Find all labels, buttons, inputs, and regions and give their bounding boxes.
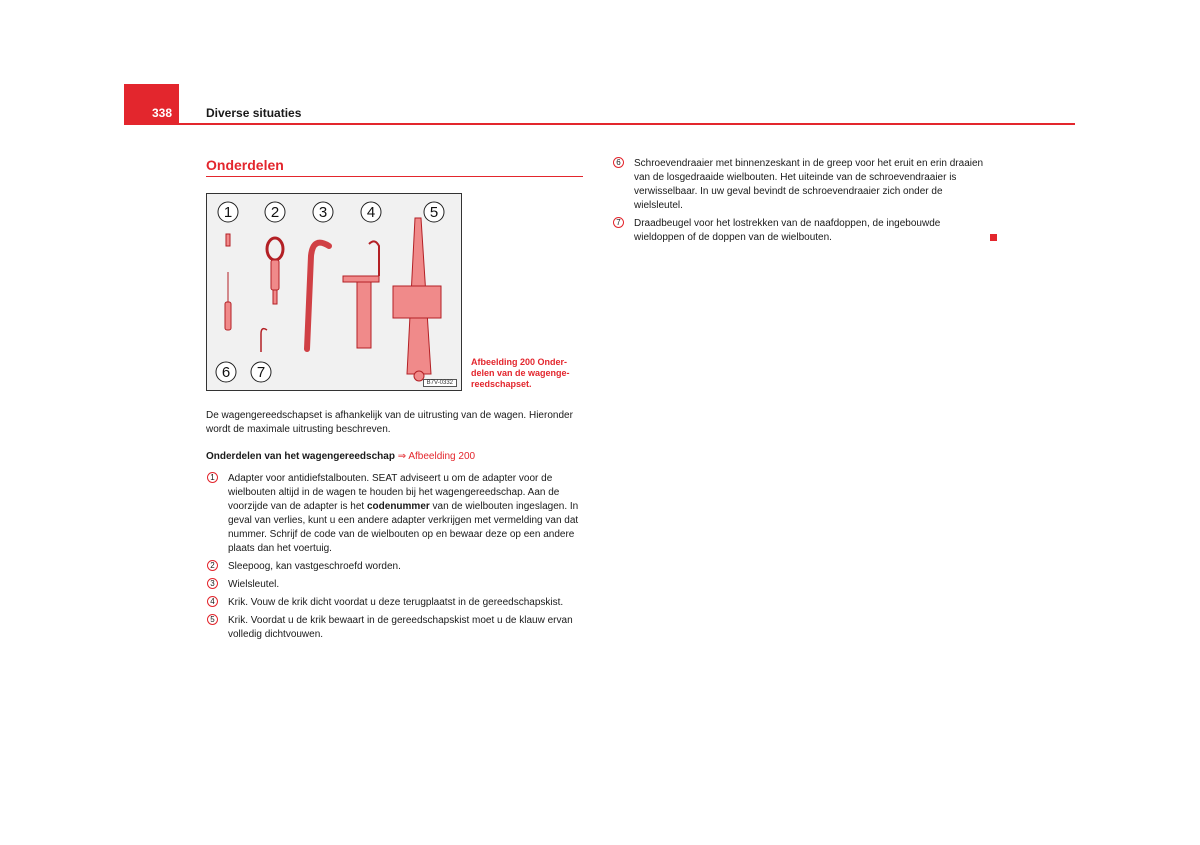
svg-text:5: 5 — [429, 204, 439, 221]
item-text: Draadbeugel voor het lostrekken van de naafdoppen, de ingebouwde wieldoppen of de doppen van de wielbouten. — [634, 218, 941, 243]
item-text: Adapter voor antidiefstalbouten. SEAT adviseert u om de adapter voor de wielbouten altijd in de wagen te houden bij het wagengereedschap. Aan de voorzijde van de adapter is het — [228, 473, 560, 512]
callout-5 — [424, 202, 444, 222]
svg-text:6: 6 — [221, 364, 231, 381]
header-rule — [124, 123, 1075, 125]
screwdriver-drawing — [225, 234, 231, 330]
callout-2 — [265, 202, 285, 222]
svg-text:1: 1 — [223, 204, 233, 221]
header-title: Diverse situaties — [206, 106, 302, 120]
figure-reference-link[interactable]: ⇒ Afbeelding 200 — [397, 451, 476, 462]
list-item — [206, 614, 586, 642]
item-number-badge: 3 — [207, 578, 218, 589]
svg-text:2: 2 — [270, 204, 280, 221]
figure-caption: Afbeelding 200 Onder-delen van de wagenge-reedschapset. — [471, 357, 570, 389]
callout-6 — [216, 362, 236, 382]
svg-text:7: 7 — [256, 364, 266, 381]
list-item — [612, 157, 984, 213]
tool-kit-figure — [206, 193, 462, 391]
callout-1 — [218, 202, 238, 222]
callout-4 — [361, 202, 381, 222]
svg-text:4: 4 — [366, 204, 376, 221]
item-number-badge: 4 — [207, 596, 218, 607]
parts-list-right — [612, 157, 984, 249]
page-number: 338 — [124, 84, 179, 125]
item-number-badge: 7 — [613, 217, 624, 228]
list-item — [206, 596, 586, 610]
section-rule — [206, 176, 583, 177]
end-of-section-marker — [990, 234, 997, 241]
item-text: van de wielbouten ingeslagen. In geval van verlies, kunt u een andere adapter verkrijgen met vermelding van dat nummer. Schrijf de code van de wielbouten op en bewaar deze op een andere plaats dan het voertuig. — [228, 501, 579, 554]
item-number-badge: 1 — [207, 472, 218, 483]
item-bold-term: codenummer — [366, 501, 430, 512]
list-item — [612, 217, 984, 245]
figure-code: B7V-0332 — [423, 379, 457, 387]
parts-list-left — [206, 472, 586, 646]
callout-7 — [251, 362, 271, 382]
list-item — [206, 560, 586, 574]
list-item — [206, 578, 586, 592]
item-text: Krik. Vouw de krik dicht voordat u deze terugplaatst in de gereedschapskist. — [228, 597, 564, 608]
item-number-badge: 2 — [207, 560, 218, 571]
callout-3 — [313, 202, 333, 222]
tool-kit-illustration — [207, 194, 462, 391]
towing-eye-drawing — [267, 238, 283, 304]
parts-subheading — [206, 450, 475, 464]
item-text: Schroevendraaier met binnenzeskant in de greep voor het eruit en erin draaien van de losgedraaide wielbouten. Het uiteinde van de schroevendraaier is verwisselbaar. In uw geval bevindt de schroevendraaier zich onder de wielsleutel. — [634, 158, 984, 211]
wire-hook-drawing — [261, 329, 267, 352]
scissor-jack-drawing — [343, 241, 379, 348]
wheel-wrench-drawing — [307, 243, 329, 349]
item-number-badge: 5 — [207, 614, 218, 625]
item-text: Krik. Voordat u de krik bewaart in de gereedschapskist moet u de klauw ervan volledig dichtvouwen. — [228, 615, 573, 640]
svg-text:3: 3 — [318, 204, 328, 221]
jack-drawing — [393, 218, 441, 381]
subheading-label: Onderdelen van het wagengereedschap — [206, 451, 395, 462]
intro-paragraph: De wagengereedschapset is afhankelijk van de uitrusting van de wagen. Hieronder wordt de maximale uitrusting beschreven. — [206, 410, 573, 435]
section-title: Onderdelen — [206, 157, 284, 173]
list-item — [206, 472, 586, 556]
item-text: Wielsleutel. — [228, 579, 280, 590]
item-number-badge: 6 — [613, 157, 624, 168]
item-text: Sleepoog, kan vastgeschroefd worden. — [228, 561, 401, 572]
